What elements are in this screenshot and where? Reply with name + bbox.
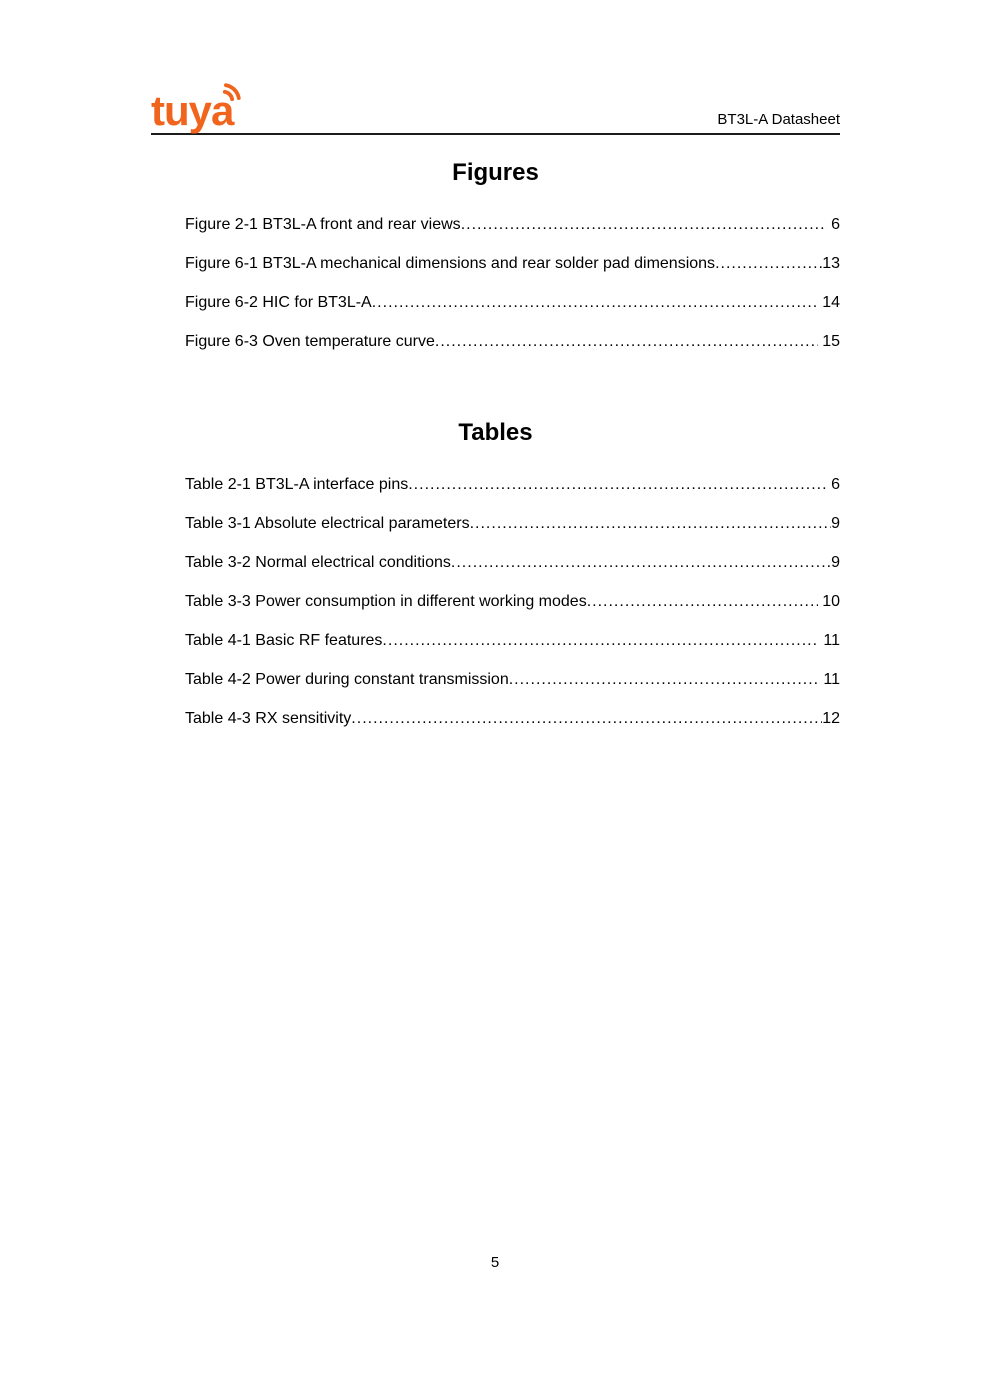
toc-entry-label: Table 4-3 RX sensitivity [185,710,352,727]
toc-entry-table-4-1[interactable] [185,621,840,660]
toc-dot-leader [587,582,818,621]
toc-entry-label: Table 4-2 Power during constant transmission [185,671,509,688]
toc-entry-label: Figure 6-1 BT3L-A mechanical dimensions and rear solder pad dimensions [185,255,716,272]
toc-dot-leader [461,205,827,244]
page-header [151,80,840,135]
toc-dot-leader [351,699,822,738]
toc-page-number: 6 [826,476,840,493]
toc-entry-table-4-3[interactable] [185,699,840,738]
toc-entry-figure-6-2[interactable] [185,283,840,322]
toc-page-number: 6 [826,216,840,233]
wifi-signal-icon [221,76,248,103]
tables-toc-list [151,465,840,738]
toc-entry-label: Table 4-1 Basic RF features [185,632,383,649]
toc-page-number: 15 [817,333,840,350]
toc-page-number: 14 [817,294,840,311]
toc-entry-label: Table 3-1 Absolute electrical parameters [185,515,470,532]
toc-dot-leader [372,283,818,322]
tables-heading: Tables [458,419,533,446]
document-title: BT3L-A Datasheet [717,111,840,128]
toc-dot-leader [408,465,826,504]
footer-page-number: 5 [490,1254,500,1271]
toc-entry-label: Table 3-3 Power consumption in different working modes [185,593,587,610]
page-content [151,80,840,738]
toc-dot-leader [451,543,831,582]
toc-page-number: 11 [818,632,840,649]
toc-entry-table-3-2[interactable] [185,543,840,582]
figures-heading: Figures [452,159,539,186]
toc-dot-leader [509,660,819,699]
toc-page-number: 11 [818,671,840,688]
tuya-logo-text: tuya [151,87,234,134]
toc-entry-label: Figure 6-3 Oven temperature curve [185,333,435,350]
toc-page-number: 9 [831,515,840,532]
toc-entry-table-3-1[interactable] [185,504,840,543]
toc-entry-figure-2-1[interactable] [185,205,840,244]
toc-entry-figure-6-3[interactable] [185,322,840,361]
tuya-logo [151,89,233,133]
toc-entry-label: Table 3-2 Normal electrical conditions [185,554,451,571]
toc-entry-figure-6-1[interactable] [185,244,840,283]
toc-entry-label: Table 2-1 BT3L-A interface pins [185,476,409,493]
toc-page-number: 13 [822,255,840,272]
toc-entry-table-2-1[interactable] [185,465,840,504]
toc-entry-table-3-3[interactable] [185,582,840,621]
toc-page-number: 9 [831,554,840,571]
toc-page-number: 10 [817,593,840,610]
toc-entry-table-4-2[interactable] [185,660,840,699]
toc-page-number: 12 [822,710,840,727]
toc-entry-label: Figure 6-2 HIC for BT3L-A [185,294,372,311]
toc-entry-label: Figure 2-1 BT3L-A front and rear views [185,216,461,233]
toc-dot-leader [382,621,819,660]
toc-dot-leader [435,322,818,361]
toc-dot-leader [715,244,822,283]
toc-dot-leader [470,504,832,543]
figures-toc-list [151,205,840,361]
